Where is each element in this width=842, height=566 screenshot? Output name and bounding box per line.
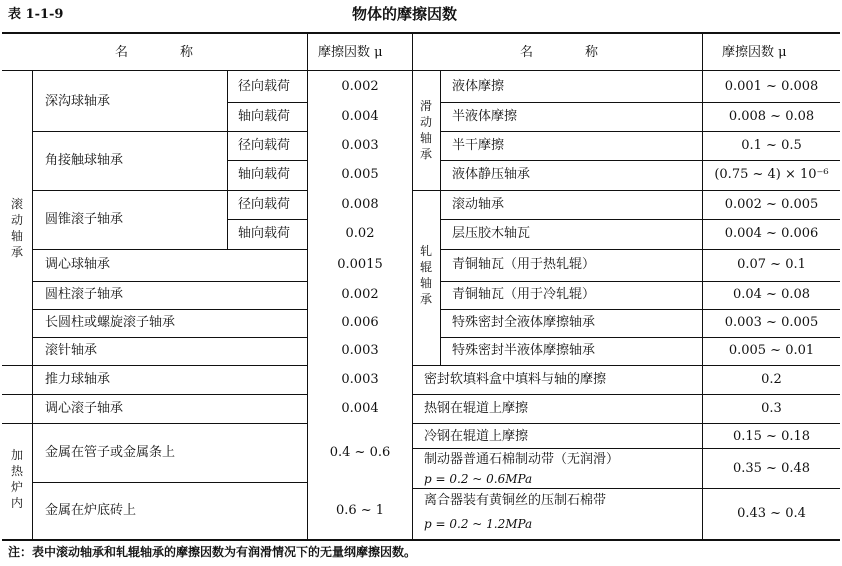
table-row-value: 0.1 ~ 0.5 (741, 138, 802, 153)
value-angular-axial: 0.005 (341, 167, 379, 182)
table-row-value: 0.003 (341, 372, 379, 387)
table-row-value: 0.07 ~ 0.1 (737, 257, 806, 272)
group-roll-bearing: 轧 辊 轴 承 (419, 244, 432, 306)
table-row-name: 密封软填料盒中填料与轴的摩擦 (424, 372, 607, 387)
right-coef-header: 摩擦因数 μ (722, 45, 787, 60)
table-row-value: 0.002 ~ 0.005 (724, 197, 819, 212)
clutch-band-value: 0.43 ~ 0.4 (737, 506, 806, 521)
load-axial-2: 轴向载荷 (238, 167, 291, 182)
table-row-name: 推力球轴承 (45, 372, 111, 387)
load-radial-2: 径向载荷 (238, 138, 291, 153)
table-row-value: 0.0015 (337, 257, 383, 272)
table-row-name: 调心滚子轴承 (45, 401, 124, 416)
brake-band-pressure: p = 0.2 ~ 0.6MPa (424, 472, 533, 486)
angular-contact-bearing: 角接触球轴承 (45, 153, 124, 168)
table-row-name: 冷钢在辊道上摩擦 (424, 429, 529, 444)
value-angular-radial: 0.003 (341, 138, 379, 153)
group-furnace: 加 热 炉 内 (10, 448, 23, 510)
table-row-name: 滚动轴承 (452, 197, 505, 212)
value-tapered-radial: 0.008 (341, 197, 379, 212)
brake-band-value: 0.35 ~ 0.48 (732, 461, 811, 476)
left-coef-header: 摩擦因数 μ (318, 45, 383, 60)
table-row-value: 0.3 (761, 401, 782, 416)
value-deep-axial: 0.004 (341, 109, 379, 124)
table-row-name: 长圆柱或螺旋滚子轴承 (45, 315, 176, 330)
tapered-roller-bearing: 圆锥滚子轴承 (45, 212, 124, 227)
table-row-name: 滚针轴承 (45, 343, 98, 358)
load-axial-1: 轴向载荷 (238, 109, 291, 124)
table-row-value: 0.004 (341, 401, 379, 416)
table-row-name: 青铜轴瓦（用于冷轧辊） (452, 287, 596, 302)
table-row-name: 金属在管子或金属条上 (45, 445, 176, 460)
table-row-value: 0.008 ~ 0.08 (728, 109, 815, 124)
table-row-value: 0.2 (761, 372, 782, 387)
group-rolling-bearing: 滚 动 轴 承 (10, 197, 23, 259)
table-row-value: 0.006 (341, 315, 379, 330)
table-row-value: 0.005 ~ 0.01 (728, 343, 815, 358)
footnote: 注：表中滚动轴承和轧辊轴承的摩擦因数为有润滑情况下的无量纲摩擦因数。 (8, 545, 417, 559)
table-row-name: 半液体摩擦 (452, 109, 518, 124)
deep-groove-bearing: 深沟球轴承 (45, 94, 111, 109)
table-row-value: 0.003 ~ 0.005 (724, 315, 819, 330)
clutch-band-pressure: p = 0.2 ~ 1.2MPa (424, 517, 533, 531)
page-title: 物体的摩擦因数 (352, 5, 458, 23)
table-row-name: 半干摩擦 (452, 138, 505, 153)
load-radial-3: 径向载荷 (238, 197, 291, 212)
left-name-header: 名 称 (115, 45, 194, 60)
table-row-value: 0.004 ~ 0.006 (724, 226, 819, 241)
table-row-name: 层压胶木轴瓦 (452, 226, 531, 241)
group-sliding-bearing: 滑 动 轴 承 (419, 99, 432, 161)
table-number: 表 1-1-9 (8, 7, 64, 22)
table-row-value: (0.75 ~ 4) × 10⁻⁶ (714, 167, 829, 182)
load-axial-3: 轴向载荷 (238, 226, 291, 241)
table-row-value: 0.15 ~ 0.18 (732, 429, 811, 444)
table-row-name: 特殊密封半液体摩擦轴承 (452, 343, 596, 358)
brake-band-name: 制动器普通石棉制动带（无润滑） (424, 452, 620, 467)
clutch-band-name: 离合器装有黄铜丝的压制石棉带 (424, 493, 607, 508)
value-tapered-axial: 0.02 (345, 226, 375, 241)
table-row-value: 0.003 (341, 343, 379, 358)
table-row-name: 青铜轴瓦（用于热轧辊） (452, 257, 596, 272)
table-row-value: 0.4 ~ 0.6 (329, 445, 391, 460)
table-row-value: 0.04 ~ 0.08 (732, 287, 811, 302)
right-name-header: 名 称 (520, 45, 599, 60)
table-row-name: 调心球轴承 (45, 257, 111, 272)
table-row-value: 0.002 (341, 287, 379, 302)
table-row-name: 特殊密封全液体摩擦轴承 (452, 315, 596, 330)
load-radial-1: 径向载荷 (238, 79, 291, 94)
table-row-name: 液体摩擦 (452, 79, 505, 94)
table-row-name: 圆柱滚子轴承 (45, 287, 124, 302)
table-row-value: 0.6 ~ 1 (335, 503, 385, 518)
table-row-value: 0.001 ~ 0.008 (724, 79, 819, 94)
value-deep-radial: 0.002 (341, 79, 379, 94)
table-row-name: 热钢在辊道上摩擦 (424, 401, 529, 416)
table-row-name: 金属在炉底砖上 (45, 503, 137, 518)
table-row-name: 液体静压轴承 (452, 167, 531, 182)
